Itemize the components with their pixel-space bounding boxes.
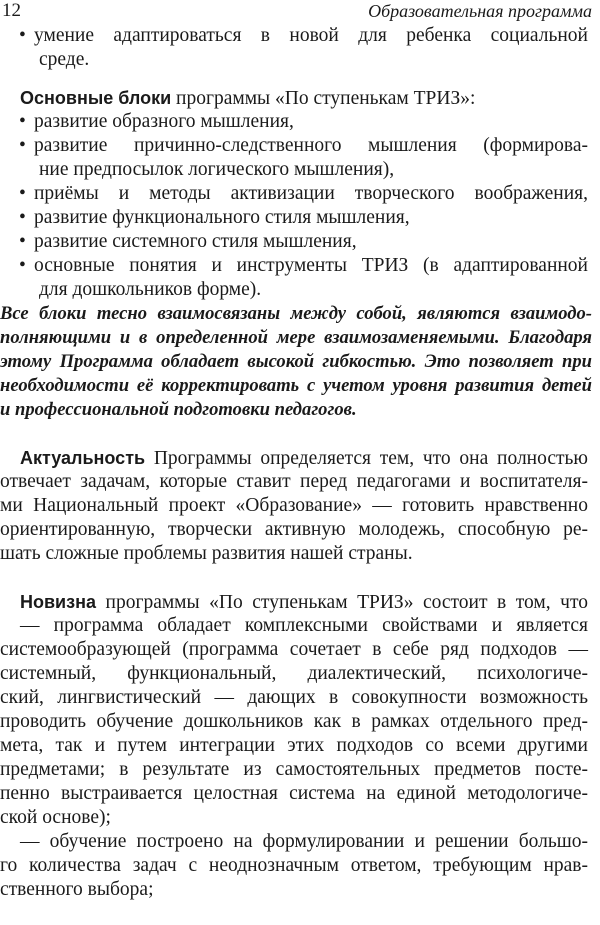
relevance-first-line bbox=[0, 446, 600, 470]
bullet-continuation: среде. bbox=[39, 49, 90, 70]
emphasis-line: полняющими и в определенной мере взаимозаменяемыми. Благодаря bbox=[0, 327, 592, 348]
novelty-line: ский, лингвистический — дающих в совокупности возможность bbox=[0, 687, 588, 708]
running-title: Образовательная программа bbox=[368, 1, 592, 21]
block-item-text: приёмы и методы активизации творческого воображения, bbox=[34, 183, 588, 204]
relevance-lead: Актуальность bbox=[20, 448, 146, 468]
relevance-line: отвечает задачам, которые ставит перед педагогами и воспитателя- bbox=[0, 471, 588, 492]
novelty-first-line bbox=[0, 590, 600, 614]
novelty-line: ской основе); bbox=[0, 807, 111, 828]
bullet-text: умение адаптироваться в новой для ребенка социальной bbox=[34, 25, 588, 46]
blocks-heading-rest: программы «По ступенькам ТРИЗ»: bbox=[171, 88, 476, 109]
block-item bbox=[0, 110, 600, 134]
block-item bbox=[0, 230, 600, 254]
bullet-icon: • bbox=[19, 135, 26, 156]
novelty-dash-item: — обучение построено на формулировании и решении большо- bbox=[20, 831, 588, 852]
bullet-icon: • bbox=[19, 111, 26, 132]
blocks-lead: Основные блоки bbox=[20, 88, 172, 108]
page-body bbox=[0, 24, 600, 902]
relevance-line: шать сложные проблемы развития нашей страны. bbox=[0, 543, 413, 564]
novelty-line: системный, функциональный, диалектический, психологиче- bbox=[0, 663, 588, 684]
block-item-text: основные понятия и инструменты ТРИЗ (в адаптированной bbox=[34, 255, 588, 276]
block-item bbox=[0, 182, 600, 206]
novelty-line: предметами; в результате из самостоятельных предметов посте- bbox=[0, 759, 588, 780]
bullet-line bbox=[0, 24, 600, 48]
novelty-line: проводить обучение дошкольников как в рамках отдельного пред- bbox=[0, 711, 588, 732]
relevance-first-rest: Программы определяется тем, что она полностью bbox=[145, 448, 588, 469]
novelty-line: го количества задач с неоднозначным ответом, требующим нрав- bbox=[0, 855, 588, 876]
block-item-text: развитие функционального стиля мышления, bbox=[34, 207, 410, 228]
blocks-heading bbox=[0, 86, 600, 110]
emphasis-line: этому Программа обладает высокой гибкостью. Это позволяет при bbox=[0, 351, 592, 372]
novelty-line: ственного выбора; bbox=[0, 879, 154, 900]
block-item-text: развитие системного стиля мышления, bbox=[34, 231, 357, 252]
novelty-line: пенно выстраивается целостная система на единой методологиче- bbox=[0, 783, 588, 804]
block-item-continuation: для дошкольников форме). bbox=[39, 279, 262, 300]
block-item-continuation: ние предпосылок логического мышления), bbox=[39, 159, 395, 180]
emphasis-line: Все блоки тесно взаимосвязаны между собой, являются взаимодо- bbox=[0, 303, 592, 324]
novelty-dash-item: — программа обладает комплексными свойствами и является bbox=[20, 615, 588, 636]
novelty-lead: Новизна bbox=[20, 592, 96, 612]
block-item-text: развитие причинно-следственного мышления (формирова- bbox=[34, 135, 588, 156]
block-item-text: развитие образного мышления, bbox=[34, 111, 294, 132]
bullet-icon: • bbox=[19, 207, 26, 228]
novelty-line: мета, так и путем интеграции этих подходов со всеми другими bbox=[0, 735, 588, 756]
bullet-icon: • bbox=[19, 231, 26, 252]
block-item bbox=[0, 134, 600, 158]
block-item bbox=[0, 254, 600, 278]
page-header bbox=[0, 0, 600, 24]
novelty-line: системообразующей (программа сочетает в себе ряд подходов — bbox=[0, 639, 588, 660]
page-number: 12 bbox=[2, 0, 21, 21]
relevance-line: ориентированную, творчески активную молодежь, способную ре- bbox=[0, 519, 588, 540]
emphasis-line: необходимости её корректировать с учетом уровня развития детей bbox=[0, 375, 592, 396]
bullet-icon: • bbox=[19, 255, 26, 276]
novelty-first-rest: программы «По ступенькам ТРИЗ» состоит в том, что bbox=[95, 592, 588, 613]
emphasis-line: и профессиональной подготовки педагогов. bbox=[0, 399, 357, 420]
bullet-icon: • bbox=[19, 183, 26, 204]
block-item bbox=[0, 206, 600, 230]
relevance-line: ми Национальный проект «Образование» — готовить нравственно bbox=[0, 495, 588, 516]
bullet-icon: • bbox=[19, 25, 26, 46]
